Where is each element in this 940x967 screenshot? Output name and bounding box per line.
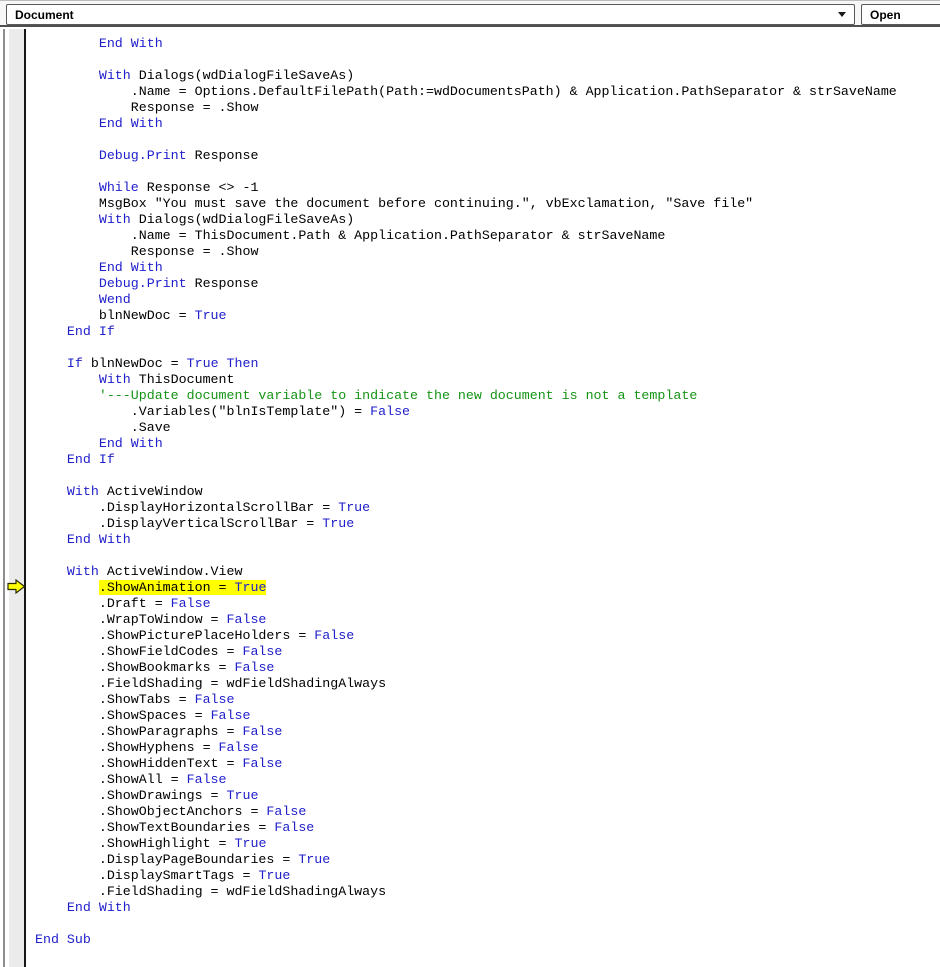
code-keyword: False [242, 644, 283, 659]
code-keyword: Debug.Print [98, 148, 187, 163]
code-keyword: False [194, 692, 235, 707]
code-keyword: False [266, 804, 307, 819]
code-text [35, 180, 99, 195]
code-keyword: False [218, 740, 259, 755]
code-keyword: If [66, 356, 83, 371]
margin-indicator-bar[interactable] [9, 29, 26, 967]
code-line[interactable] [35, 596, 935, 612]
code-keyword: True [322, 516, 355, 531]
code-keyword: True [258, 868, 291, 883]
code-text: Response <> -1 [138, 180, 259, 195]
code-text: .ShowTabs = [35, 692, 195, 707]
code-line[interactable] [35, 228, 935, 244]
code-line[interactable] [35, 84, 935, 100]
next-statement-arrow-icon[interactable] [7, 579, 26, 594]
code-keyword: True [338, 500, 371, 515]
code-keyword: End If [66, 452, 115, 467]
code-text: .Name = Options.DefaultFilePath(Path:=wdDocumentsPath) & Application.PathSeparator & strSaveName [35, 84, 897, 99]
code-line[interactable] [35, 52, 935, 68]
code-line[interactable] [35, 740, 935, 756]
code-keyword: End Sub [35, 932, 91, 947]
code-keyword: End With [66, 900, 131, 915]
code-line[interactable] [35, 916, 935, 932]
code-line[interactable] [35, 68, 935, 84]
code-line[interactable] [35, 308, 935, 324]
code-keyword: True [194, 308, 227, 323]
code-text [35, 36, 99, 51]
code-keyword: True [234, 836, 267, 851]
code-keyword: False [242, 724, 283, 739]
code-keyword: False [170, 596, 211, 611]
execution-highlight [99, 580, 267, 595]
code-line[interactable] [35, 324, 935, 340]
code-line[interactable] [35, 164, 935, 180]
code-keyword: With [66, 484, 99, 499]
procedure-dropdown[interactable] [861, 4, 940, 25]
code-line[interactable] [35, 452, 935, 468]
code-line[interactable] [35, 132, 935, 148]
code-text: blnNewDoc = [35, 308, 195, 323]
code-line[interactable] [35, 724, 935, 740]
code-keyword: True [226, 788, 259, 803]
code-text: Response [186, 276, 259, 291]
code-line[interactable] [35, 468, 935, 484]
code-keyword: Wend [98, 292, 131, 307]
code-line[interactable] [35, 244, 935, 260]
code-text [35, 484, 67, 499]
procedure-toolbar [0, 0, 940, 27]
code-text: Response [186, 148, 259, 163]
code-keyword: False [370, 404, 411, 419]
code-line[interactable] [35, 628, 935, 644]
code-text [35, 452, 67, 467]
code-text: .ShowObjectAnchors = [35, 804, 267, 819]
code-line[interactable] [35, 372, 935, 388]
object-dropdown[interactable] [6, 4, 855, 25]
code-keyword: True [186, 356, 219, 371]
code-keyword: False [186, 772, 227, 787]
code-keyword: False [226, 612, 267, 627]
code-line[interactable] [35, 404, 935, 420]
code-text [35, 372, 99, 387]
code-keyword: End With [98, 260, 163, 275]
code-line[interactable] [35, 708, 935, 724]
code-keyword: End If [66, 324, 115, 339]
code-text: .WrapToWindow = [35, 612, 227, 627]
code-line[interactable] [35, 292, 935, 308]
code-text: .ShowHiddenText = [35, 756, 243, 771]
code-text: ThisDocument [130, 372, 235, 387]
code-text: blnNewDoc = [82, 356, 187, 371]
code-keyword: With [66, 564, 99, 579]
code-line[interactable] [35, 388, 935, 404]
code-line[interactable] [35, 484, 935, 500]
code-text: Dialogs(wdDialogFileSaveAs) [130, 212, 355, 227]
code-keyword: With [98, 372, 131, 387]
code-line[interactable] [35, 692, 935, 708]
code-line[interactable] [35, 644, 935, 660]
code-text: .DisplaySmartTags = [35, 868, 259, 883]
code-line[interactable] [35, 276, 935, 292]
code-text [35, 260, 99, 275]
code-line[interactable] [35, 196, 935, 212]
code-text: .ShowTextBoundaries = [35, 820, 275, 835]
code-text [35, 148, 99, 163]
code-text: .DisplayVerticalScrollBar = [35, 516, 323, 531]
code-line[interactable] [35, 788, 935, 804]
code-comment: '---Update document variable to indicate the new document is not a template [35, 388, 698, 403]
code-text: .ShowSpaces = [35, 708, 211, 723]
code-text: .FieldShading = wdFieldShadingAlways [35, 884, 387, 899]
code-text [35, 900, 67, 915]
code-line[interactable] [35, 852, 935, 868]
code-line[interactable] [35, 660, 935, 676]
code-text: ActiveWindow [98, 484, 203, 499]
code-text [35, 564, 67, 579]
code-text [35, 436, 99, 451]
code-line[interactable] [35, 932, 935, 948]
code-line[interactable] [35, 564, 935, 580]
code-text: .ShowHighlight = [35, 836, 235, 851]
code-line[interactable] [35, 548, 935, 564]
code-line[interactable] [35, 36, 935, 52]
code-line[interactable] [35, 340, 935, 356]
code-text [35, 356, 67, 371]
code-line[interactable] [35, 260, 935, 276]
code-text [35, 324, 67, 339]
code-text: .ShowFieldCodes = [35, 644, 243, 659]
code-keyword: False [210, 708, 251, 723]
code-text: .Save [35, 420, 171, 435]
code-text: .Name = ThisDocument.Path & Application.PathSeparator & strSaveName [35, 228, 666, 243]
code-text: Dialogs(wdDialogFileSaveAs) [130, 68, 355, 83]
code-text: .Variables("blnIsTemplate") = [35, 404, 371, 419]
code-text [35, 68, 99, 83]
code-line[interactable] [35, 116, 935, 132]
procedure-dropdown-value: Open [870, 7, 901, 22]
code-text: .DisplayHorizontalScrollBar = [35, 500, 339, 515]
code-keyword: End With [66, 532, 131, 547]
code-text: .ShowAnimation = [98, 580, 235, 595]
code-keyword: False [314, 628, 355, 643]
code-line[interactable] [35, 868, 935, 884]
code-text [35, 212, 99, 227]
code-pane [0, 29, 940, 967]
code-line[interactable] [35, 516, 935, 532]
code-keyword: False [234, 660, 275, 675]
pane-left-edge [0, 29, 9, 967]
code-keyword: False [242, 756, 283, 771]
code-text: .ShowHyphens = [35, 740, 219, 755]
code-text [35, 276, 99, 291]
code-keyword: Debug.Print [98, 276, 187, 291]
code-keyword: While [98, 180, 139, 195]
code-line[interactable] [35, 532, 935, 548]
code-line[interactable] [35, 676, 935, 692]
code-line[interactable] [35, 836, 935, 852]
code-keyword: With [98, 212, 131, 227]
code-text [35, 532, 67, 547]
code-line[interactable] [35, 420, 935, 436]
code-line[interactable] [35, 356, 935, 372]
code-line[interactable] [35, 100, 935, 116]
code-line[interactable] [35, 820, 935, 836]
code-line[interactable] [35, 804, 935, 820]
code-keyword: End With [98, 436, 163, 451]
code-line[interactable] [35, 772, 935, 788]
code-text: .ShowParagraphs = [35, 724, 243, 739]
code-text: ActiveWindow.View [98, 564, 243, 579]
code-keyword: End With [98, 116, 163, 131]
code-text: MsgBox "You must save the document before continuing.", vbExclamation, "Save file" [35, 196, 754, 211]
code-text: .ShowBookmarks = [35, 660, 235, 675]
code-line[interactable] [35, 212, 935, 228]
code-line-current[interactable] [35, 580, 935, 596]
code-text [219, 356, 227, 371]
code-editor[interactable] [35, 36, 935, 948]
code-keyword: False [274, 820, 315, 835]
code-text [35, 292, 99, 307]
object-dropdown-value: Document [15, 7, 74, 22]
code-line[interactable] [35, 612, 935, 628]
code-line[interactable] [35, 180, 935, 196]
code-line[interactable] [35, 148, 935, 164]
code-line[interactable] [35, 900, 935, 916]
code-text: Response = .Show [35, 100, 259, 115]
code-line[interactable] [35, 500, 935, 516]
code-text: .ShowPicturePlaceHolders = [35, 628, 315, 643]
code-text: .Draft = [35, 596, 171, 611]
code-text: .ShowDrawings = [35, 788, 227, 803]
code-keyword: True [298, 852, 331, 867]
code-line[interactable] [35, 884, 935, 900]
code-line[interactable] [35, 756, 935, 772]
code-text: Response = .Show [35, 244, 259, 259]
code-text [35, 116, 99, 131]
code-keyword: With [98, 68, 131, 83]
code-line[interactable] [35, 436, 935, 452]
code-keyword: End With [98, 36, 163, 51]
chevron-down-icon[interactable] [835, 5, 849, 24]
code-text: .FieldShading = wdFieldShadingAlways [35, 676, 387, 691]
code-text: .ShowAll = [35, 772, 187, 787]
code-keyword: Then [226, 356, 259, 371]
code-keyword: True [234, 580, 267, 595]
code-text: .DisplayPageBoundaries = [35, 852, 299, 867]
